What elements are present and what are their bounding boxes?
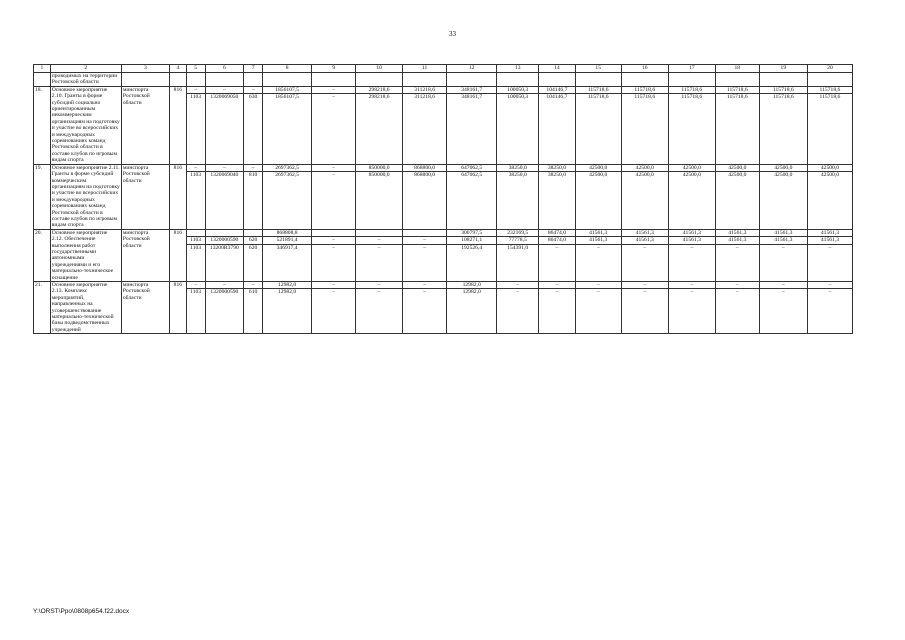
value-line: 38250,0 bbox=[497, 171, 538, 178]
value-line: – bbox=[643, 282, 647, 288]
executor: минспорта Ростовской области bbox=[121, 282, 169, 334]
value-cell bbox=[539, 86, 576, 164]
value-cell bbox=[186, 282, 205, 334]
value-line: 348161,7 bbox=[447, 93, 496, 100]
value-line: 86474,0 bbox=[539, 236, 575, 243]
table-row bbox=[34, 86, 853, 164]
header-cell: 13 bbox=[497, 65, 539, 73]
value-cell bbox=[312, 86, 356, 164]
value-line: 115718,6 bbox=[669, 93, 715, 100]
value-line: 86474,0 bbox=[547, 229, 566, 236]
value-cell bbox=[205, 282, 244, 334]
header-cell: 14 bbox=[539, 65, 576, 73]
value-cell bbox=[807, 164, 852, 229]
value-line: 298218,6 bbox=[356, 93, 402, 100]
header-cell: 10 bbox=[356, 65, 403, 73]
value-cell bbox=[312, 282, 356, 334]
row-number: 18. bbox=[34, 86, 51, 164]
value-cell bbox=[312, 229, 356, 281]
value-cell bbox=[497, 282, 539, 334]
value-line: – bbox=[377, 282, 381, 288]
value-line: 154391,0 bbox=[497, 244, 538, 251]
value-line: 13200R3790 bbox=[206, 244, 244, 251]
value-line: 12982,0 bbox=[263, 288, 311, 295]
value-line: 41561,3 bbox=[728, 229, 747, 236]
value-line: 346917,4 bbox=[263, 244, 311, 251]
value-line: – bbox=[251, 164, 255, 171]
value-cell bbox=[447, 86, 497, 164]
value-line: 1856107,5 bbox=[275, 86, 299, 93]
value-cell bbox=[575, 86, 621, 164]
value-cell bbox=[668, 164, 715, 229]
value-line: – bbox=[356, 244, 402, 251]
budget-table bbox=[33, 64, 853, 334]
value-line: – bbox=[312, 236, 355, 243]
value-line: – bbox=[808, 244, 852, 251]
value-line: 300797,5 bbox=[461, 229, 483, 236]
value-line: 42500,0 bbox=[669, 171, 715, 178]
value-cell bbox=[244, 282, 263, 334]
value-line: 77778,5 bbox=[497, 236, 538, 243]
value-line: 42500,0 bbox=[635, 164, 654, 171]
value-line: 38250,0 bbox=[508, 164, 527, 171]
value-line: 42500,0 bbox=[760, 171, 807, 178]
value-line: – bbox=[332, 86, 336, 93]
grbs-code: 816 bbox=[169, 86, 186, 164]
value-line: 115718,6 bbox=[622, 93, 668, 100]
value-line: 311218,6 bbox=[414, 86, 435, 93]
value-cell bbox=[447, 229, 497, 281]
grbs-code: 816 bbox=[169, 282, 186, 334]
value-line: 2697362,5 bbox=[275, 164, 299, 171]
executor: минспорта Ростовской области bbox=[121, 86, 169, 164]
header-cell: 3 bbox=[121, 65, 169, 73]
value-cell bbox=[539, 282, 576, 334]
value-cell bbox=[497, 86, 539, 164]
header-cell: 18 bbox=[715, 65, 759, 73]
value-cell bbox=[447, 164, 497, 229]
value-line: 1103 bbox=[187, 288, 205, 295]
header-cell: 7 bbox=[244, 65, 263, 73]
value-line: 1103 bbox=[187, 93, 205, 100]
value-line: – bbox=[539, 288, 575, 295]
value-cell bbox=[244, 86, 263, 164]
activity-name: Основное мероприятие 2.11. Гранты в форме субсидий коммерческим организациям на подготовку и участие во всероссийских и международных соревнованиях команд Ростовской области в составе клубов по игровым видам спорта bbox=[51, 164, 120, 229]
value-cell bbox=[205, 229, 244, 281]
header-cell: 6 bbox=[205, 65, 244, 73]
value-cell bbox=[668, 282, 715, 334]
value-line: – bbox=[716, 288, 759, 295]
value-line: – bbox=[222, 86, 226, 93]
value-cell bbox=[312, 164, 356, 229]
value-cell bbox=[356, 282, 403, 334]
continuation-text: проводимых на территории Ростовской области bbox=[50, 73, 121, 87]
header-cell: 12 bbox=[447, 65, 497, 73]
value-line: 12982,0 bbox=[278, 282, 297, 288]
value-cell bbox=[621, 164, 668, 229]
value-line: – bbox=[669, 244, 715, 251]
value-cell bbox=[263, 282, 312, 334]
value-line: 115718,6 bbox=[819, 86, 841, 93]
value-cell bbox=[621, 282, 668, 334]
value-line: 41561,3 bbox=[622, 236, 668, 243]
header-cell: 20 bbox=[807, 65, 852, 73]
value-line: – bbox=[423, 282, 427, 288]
value-line: 41561,3 bbox=[635, 229, 654, 236]
file-path-footer: Y:\ORST\Ppo\0808p654.f22.docx bbox=[33, 608, 130, 615]
value-line: 868800,0 bbox=[403, 171, 446, 178]
value-line: 115718,6 bbox=[716, 93, 759, 100]
header-cell: 19 bbox=[759, 65, 807, 73]
value-cell bbox=[668, 229, 715, 281]
value-line: 610 bbox=[244, 288, 262, 295]
header-cell: 17 bbox=[668, 65, 715, 73]
value-cell bbox=[759, 86, 807, 164]
row-number: 20. bbox=[34, 229, 51, 281]
value-line: 38250,0 bbox=[539, 171, 575, 178]
header-row bbox=[34, 65, 853, 73]
value-cell bbox=[539, 229, 576, 281]
value-cell bbox=[575, 164, 621, 229]
value-line: 100050,3 bbox=[497, 93, 538, 100]
value-line: – bbox=[576, 288, 621, 295]
value-line: 42500,0 bbox=[576, 171, 621, 178]
value-line: 42500,0 bbox=[716, 171, 759, 178]
value-line: 104146,7 bbox=[546, 86, 568, 93]
value-cell bbox=[186, 164, 205, 229]
value-line: – bbox=[403, 236, 446, 243]
value-line: – bbox=[622, 244, 668, 251]
value-cell bbox=[807, 86, 852, 164]
value-line: – bbox=[356, 288, 402, 295]
value-line: 1320069040 bbox=[206, 171, 244, 178]
value-cell bbox=[205, 164, 244, 229]
value-line: – bbox=[808, 288, 852, 295]
page-number: 33 bbox=[449, 30, 456, 38]
value-line: 620 bbox=[244, 236, 262, 243]
value-cell bbox=[715, 86, 759, 164]
grbs-code: 816 bbox=[169, 229, 186, 281]
value-cell bbox=[668, 86, 715, 164]
cell-empty bbox=[34, 73, 51, 87]
value-line: 115718,6 bbox=[808, 93, 852, 100]
value-cell bbox=[497, 164, 539, 229]
activity-name: Основное мероприятие 2.10. Гранты в форме субсидий социально ориентированным некоммерческим организациям на подготовку и участие во всероссийских и международных соревнованиях команд Ростовской области в составе клубов по игровым видам спорта bbox=[51, 86, 120, 164]
value-line: – bbox=[403, 244, 446, 251]
value-cell bbox=[621, 86, 668, 164]
value-line: 41561,3 bbox=[589, 229, 608, 236]
header-cell: 15 bbox=[575, 65, 621, 73]
value-line: – bbox=[690, 282, 694, 288]
value-line: 41561,3 bbox=[669, 236, 715, 243]
value-line: 41561,3 bbox=[760, 236, 807, 243]
grbs-code: 816 bbox=[169, 164, 186, 229]
value-line: 41561,3 bbox=[808, 236, 852, 243]
row-number: 21. bbox=[34, 282, 51, 334]
header-cell: 1 bbox=[34, 65, 51, 73]
value-line: – bbox=[555, 282, 559, 288]
value-cell bbox=[759, 282, 807, 334]
header-cell: 4 bbox=[169, 65, 186, 73]
value-line: 850000,0 bbox=[356, 171, 402, 178]
value-line: 41561,3 bbox=[576, 236, 621, 243]
value-line: 810 bbox=[244, 171, 262, 178]
value-line: – bbox=[716, 244, 759, 251]
value-line: 42500,0 bbox=[682, 164, 701, 171]
value-line: 12982,0 bbox=[462, 282, 481, 288]
value-cell bbox=[403, 164, 447, 229]
value-line: – bbox=[312, 93, 355, 100]
value-line: 115718,6 bbox=[576, 93, 621, 100]
value-line: 42500,0 bbox=[820, 164, 840, 171]
value-line: – bbox=[760, 288, 807, 295]
value-cell bbox=[186, 86, 205, 164]
value-cell bbox=[575, 229, 621, 281]
value-line: 41561,3 bbox=[716, 236, 759, 243]
value-line: – bbox=[669, 288, 715, 295]
activity-name: Основное мероприятие 2.12. Обеспечение выполнения работ государственными автономными учреждениями и его материально-техническое оснащение bbox=[50, 229, 121, 281]
value-line: 42500,0 bbox=[808, 171, 852, 178]
value-line: 647062,5 bbox=[447, 171, 496, 178]
value-line: – bbox=[760, 244, 807, 251]
value-line: – bbox=[312, 244, 355, 251]
value-cell bbox=[447, 282, 497, 334]
value-cell bbox=[205, 86, 244, 164]
value-cell bbox=[403, 229, 447, 281]
value-line: – bbox=[222, 164, 226, 171]
value-line: 1103 bbox=[187, 236, 205, 243]
value-line: 38250,0 bbox=[547, 164, 566, 171]
value-line: 100050,3 bbox=[507, 86, 529, 93]
value-cell bbox=[621, 229, 668, 281]
value-line: – bbox=[312, 288, 355, 295]
value-cell bbox=[715, 282, 759, 334]
value-cell bbox=[244, 164, 263, 229]
value-line: 12982,0 bbox=[447, 288, 496, 295]
table-row bbox=[34, 229, 853, 281]
value-line: – bbox=[332, 164, 336, 171]
value-cell bbox=[715, 229, 759, 281]
value-line: – bbox=[781, 282, 785, 288]
value-line: – bbox=[497, 288, 538, 295]
value-line: 311218,6 bbox=[403, 93, 446, 100]
value-line: 41561,3 bbox=[682, 229, 701, 236]
value-line: 115718,6 bbox=[726, 86, 748, 93]
header-cell: 2 bbox=[50, 65, 121, 73]
value-line: 115718,6 bbox=[634, 86, 656, 93]
value-cell bbox=[356, 164, 403, 229]
activity-name: Основное мероприятие 2.13. Комплекс мероприятий, направленных на усовершенствование материально-технической базы подведомственных учреждений bbox=[50, 282, 121, 334]
value-line: 104146,7 bbox=[539, 93, 575, 100]
value-line: 620 bbox=[244, 244, 262, 251]
value-line: – bbox=[596, 282, 600, 288]
value-line: – bbox=[516, 282, 520, 288]
value-line: 850000,0 bbox=[368, 164, 390, 171]
value-line: 42500,0 bbox=[622, 171, 668, 178]
value-line: – bbox=[576, 244, 621, 251]
value-cell bbox=[244, 229, 263, 281]
executor: минспорта Ростовской области bbox=[121, 164, 169, 229]
value-cell bbox=[263, 229, 312, 281]
value-line: 41561,3 bbox=[774, 229, 793, 236]
value-cell bbox=[356, 229, 403, 281]
value-cell bbox=[759, 164, 807, 229]
value-line: 521891,4 bbox=[263, 236, 311, 243]
value-line: 232169,5 bbox=[507, 229, 529, 236]
header-cell: 5 bbox=[186, 65, 205, 73]
value-cell bbox=[575, 282, 621, 334]
value-cell bbox=[186, 229, 205, 281]
value-line: 115718,6 bbox=[587, 86, 609, 93]
value-line: – bbox=[194, 164, 197, 171]
value-line: – bbox=[332, 282, 336, 288]
value-cell bbox=[356, 86, 403, 164]
value-line: 108271,1 bbox=[447, 236, 496, 243]
header-cell: 9 bbox=[312, 65, 356, 73]
value-cell bbox=[807, 282, 852, 334]
value-cell bbox=[715, 164, 759, 229]
value-line: 348161,7 bbox=[461, 86, 483, 93]
value-line: 1320069050 bbox=[206, 93, 244, 100]
value-line: 868808,8 bbox=[276, 229, 298, 236]
value-line: – bbox=[312, 171, 355, 178]
value-cell bbox=[807, 229, 852, 281]
value-cell bbox=[759, 229, 807, 281]
value-line: 115718,6 bbox=[772, 86, 794, 93]
header-cell: 16 bbox=[621, 65, 668, 73]
value-line: – bbox=[222, 282, 226, 288]
value-line: 42500,0 bbox=[589, 164, 608, 171]
executor: минспорта Ростовской области bbox=[121, 229, 169, 281]
value-line: – bbox=[735, 282, 739, 288]
value-line: – bbox=[251, 86, 255, 93]
value-line: – bbox=[356, 236, 402, 243]
value-line: 41561,3 bbox=[820, 229, 840, 236]
header-cell: 8 bbox=[263, 65, 312, 73]
row-number: 19. bbox=[34, 164, 51, 229]
table-row bbox=[34, 282, 853, 334]
value-line: 1103 bbox=[187, 244, 205, 251]
value-line: 1320000590 bbox=[206, 288, 244, 295]
value-cell bbox=[497, 229, 539, 281]
value-line: – bbox=[828, 282, 832, 288]
value-line: 647062,5 bbox=[461, 164, 483, 171]
value-line: – bbox=[539, 244, 575, 251]
value-line: 115718,6 bbox=[760, 93, 807, 100]
value-line: – bbox=[194, 282, 197, 288]
continuation-row bbox=[34, 73, 853, 87]
value-line: 1320000590 bbox=[206, 236, 244, 243]
value-line: – bbox=[403, 288, 446, 295]
value-line: 42500,0 bbox=[774, 164, 793, 171]
value-line: – bbox=[194, 86, 197, 93]
value-line: 298218,6 bbox=[368, 86, 390, 93]
value-line: 630 bbox=[244, 93, 262, 100]
value-line: 192526,4 bbox=[447, 244, 496, 251]
value-line: – bbox=[622, 288, 668, 295]
value-line: 868800,0 bbox=[414, 164, 436, 171]
value-line: 1856107,5 bbox=[263, 93, 311, 100]
value-line: – bbox=[251, 282, 255, 288]
value-cell bbox=[263, 164, 312, 229]
header-cell: 11 bbox=[403, 65, 447, 73]
table-row bbox=[34, 164, 853, 229]
value-cell bbox=[263, 86, 312, 164]
value-line: 115718,6 bbox=[681, 86, 703, 93]
value-cell bbox=[403, 282, 447, 334]
value-line: 42500,0 bbox=[728, 164, 747, 171]
value-cell bbox=[403, 86, 447, 164]
value-line: 2697362,5 bbox=[263, 171, 311, 178]
value-line: 1103 bbox=[187, 171, 205, 178]
value-cell bbox=[539, 164, 576, 229]
